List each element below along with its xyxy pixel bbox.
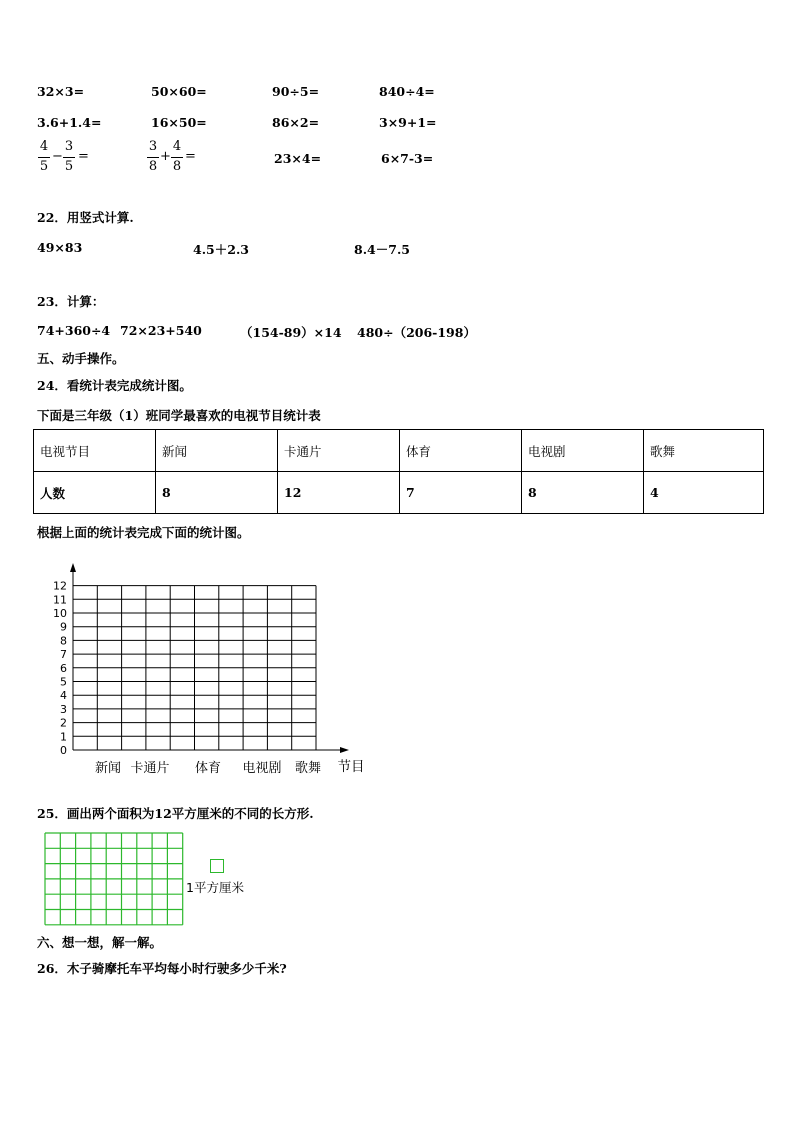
equals: = xyxy=(185,149,196,164)
oral-item: 23×4= xyxy=(274,151,322,166)
bar-chart-grid xyxy=(40,558,380,783)
table-cell: 电视节目 xyxy=(34,430,156,472)
q22-item: 8.4－7.5 xyxy=(354,242,410,257)
table-cell: 歌舞 xyxy=(644,430,764,472)
chart-instruction: 根据上面的统计表完成下面的统计图。 xyxy=(37,525,250,540)
denominator: 8 xyxy=(172,159,182,174)
table-cell: 4 xyxy=(644,472,764,514)
square-centimeter-grid xyxy=(44,832,184,926)
fraction-bar xyxy=(171,157,183,158)
table-row xyxy=(34,472,764,514)
x-axis-title: 节目 xyxy=(337,759,365,775)
stats-table xyxy=(33,429,764,514)
table-cell: 电视剧 xyxy=(522,430,644,472)
q23-item: 480÷（206-198） xyxy=(357,325,476,340)
y-tick-label: 12 xyxy=(53,579,67,593)
question-25-title: 25．画出两个面积为12平方厘米的不同的长方形. xyxy=(37,806,314,821)
numerator: 4 xyxy=(172,139,182,154)
table-cell: 新闻 xyxy=(156,430,278,472)
oral-item: 50×60= xyxy=(151,84,207,99)
denominator: 8 xyxy=(148,159,158,174)
oral-item: 16×50= xyxy=(151,115,207,130)
oral-item: 90÷5= xyxy=(272,84,320,99)
x-axis-arrow xyxy=(340,747,349,753)
q23-item: （154-89）×14 xyxy=(240,325,342,340)
q23-item: 72×23+540 xyxy=(120,323,202,338)
equals: = xyxy=(78,149,89,164)
numerator: 4 xyxy=(39,139,49,154)
oral-item: 32×3= xyxy=(37,84,85,99)
table-cell: 体育 xyxy=(400,430,522,472)
oral-item: 6×7-3= xyxy=(381,151,434,166)
y-tick-label: 5 xyxy=(60,675,67,689)
y-tick-label: 8 xyxy=(60,634,67,648)
question-26-title: 26．木子骑摩托车平均每小时行驶多少千米? xyxy=(37,961,287,976)
x-category-label: 新闻 xyxy=(94,761,122,776)
table-header-row xyxy=(34,430,764,472)
fraction-bar xyxy=(147,157,159,158)
y-tick-label: 6 xyxy=(60,661,67,675)
y-tick-label: 4 xyxy=(60,689,67,703)
fraction-bar xyxy=(63,157,75,158)
x-category-label: 体育 xyxy=(194,761,222,776)
section-6-heading: 六、想一想，解一解。 xyxy=(37,935,163,950)
table-cell: 人数 xyxy=(34,472,156,514)
y-tick-label: 3 xyxy=(60,702,67,716)
operator: − xyxy=(52,149,63,164)
table-cell: 7 xyxy=(400,472,522,514)
fraction-bar xyxy=(38,157,50,158)
q23-item: 74+360÷4 xyxy=(37,323,111,338)
unit-square xyxy=(210,859,224,873)
q22-item: 49×83 xyxy=(37,240,83,255)
question-24-title: 24．看统计表完成统计图。 xyxy=(37,378,192,393)
y-tick-label: 9 xyxy=(60,620,67,634)
y-axis-arrow xyxy=(70,563,76,572)
table-cell: 8 xyxy=(156,472,278,514)
oral-item: 86×2= xyxy=(272,115,320,130)
q22-item: 4.5＋2.3 xyxy=(193,242,249,257)
operator: + xyxy=(160,149,171,164)
fraction-expression xyxy=(147,137,207,179)
question-22-title: 22．用竖式计算. xyxy=(37,210,134,225)
fraction-expression xyxy=(38,137,98,179)
y-tick-label: 2 xyxy=(60,716,67,730)
table-cell: 卡通片 xyxy=(278,430,400,472)
question-23-title: 23．计算： xyxy=(37,294,105,309)
numerator: 3 xyxy=(148,139,158,154)
section-5-heading: 五、动手操作。 xyxy=(37,351,125,366)
oral-item: 3×9+1= xyxy=(379,115,437,130)
y-tick-label: 0 xyxy=(60,744,67,757)
denominator: 5 xyxy=(64,159,74,174)
oral-item: 3.6+1.4= xyxy=(37,115,102,130)
unit-label: 1平方厘米 xyxy=(186,880,244,895)
denominator: 5 xyxy=(39,159,49,174)
y-tick-label: 10 xyxy=(53,607,67,620)
x-category-label: 卡通片 xyxy=(130,761,170,776)
table-cell: 12 xyxy=(278,472,400,514)
oral-item: 840÷4= xyxy=(379,84,435,99)
x-category-label: 歌舞 xyxy=(294,761,322,776)
y-tick-label: 7 xyxy=(60,648,67,662)
table-cell: 8 xyxy=(522,472,644,514)
y-tick-label: 11 xyxy=(53,593,67,607)
numerator: 3 xyxy=(64,139,74,154)
table-caption: 下面是三年级（1）班同学最喜欢的电视节目统计表 xyxy=(37,408,321,423)
x-category-label: 电视剧 xyxy=(242,761,282,776)
y-tick-label: 1 xyxy=(60,730,67,744)
